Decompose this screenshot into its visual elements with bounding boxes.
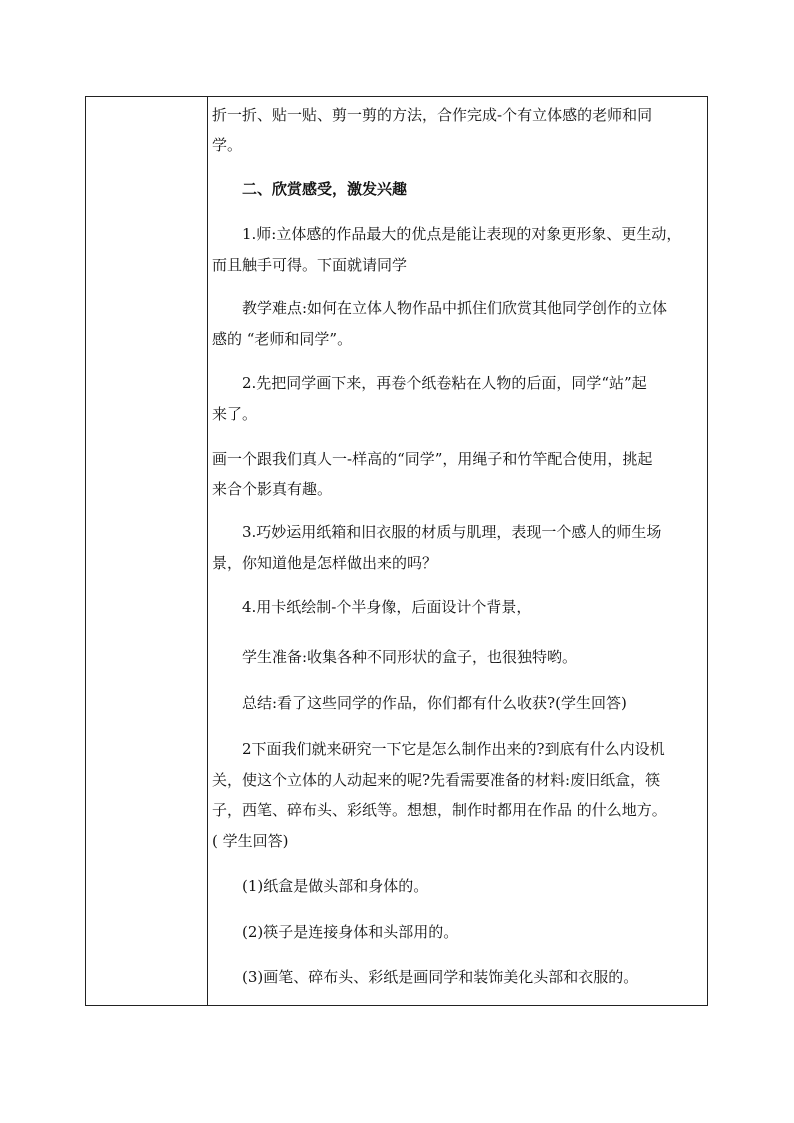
column-divider	[207, 97, 208, 1005]
text-line: 关，使这个立体的人动起来的呢?先看需要准备的材料:废旧纸盒，筷	[212, 771, 661, 789]
text-line: (2)筷子是连接身体和头部用的。	[242, 923, 459, 941]
text-line: 景，你知道他是怎样做出来的吗？	[212, 554, 438, 572]
text-line: (1)纸盒是做头部和身体的。	[242, 877, 429, 895]
text-line: 来了。	[212, 405, 258, 423]
text-line: 画一个跟我们真人一-样高的“同学”，用绳子和竹竿配合使用，挑起	[212, 450, 653, 468]
text-line: 而且触手可得。下面就请同学	[212, 256, 408, 274]
text-line: 学。	[212, 136, 243, 154]
lesson-table	[85, 96, 708, 1006]
text-line: (3)画笔、碎布头、彩纸是画同学和装饰美化头部和衣服的。	[242, 968, 639, 986]
text-line: 子，西笔、碎布头、彩纸等。想想，制作时都用在作品 的什么地方。	[212, 801, 667, 819]
text-line: 学生准备:收集各种不同形状的盒子，也很独特哟。	[242, 648, 578, 666]
text-line: 感的 “老师和同学”。	[212, 330, 353, 348]
text-line: 1.师:立体感的作品最大的优点是能让表现的对象更形象、更生动，	[242, 225, 682, 243]
text-line: 2下面我们就来研究一下它是怎么制作出来的?到底有什么内设机	[242, 740, 665, 758]
text-line: ( 学生回答)	[212, 832, 289, 850]
text-line: 4.用卡纸绘制-个半身像，后面设计个背景，	[242, 598, 532, 616]
text-line: 来合个影真有趣。	[212, 480, 333, 498]
text-line: 3.巧妙运用纸箱和旧衣服的材质与肌理，表现一个感人的师生场	[242, 523, 662, 541]
text-line: 总结:看了这些同学的作品，你们都有什么收获?(学生回答)	[242, 694, 627, 712]
section-heading: 二、欣赏感受，激发兴趣	[242, 180, 408, 198]
text-line: 折一折、贴一贴、剪一剪的方法，合作完成-个有立体感的老师和同	[212, 106, 653, 124]
text-line: 教学难点:如何在立体人物作品中抓住们欣赏其他同学创作的立体	[242, 299, 668, 317]
text-line: 2.先把同学画下来，再卷个纸卷粘在人物的后面，同学“站”起	[242, 374, 647, 392]
